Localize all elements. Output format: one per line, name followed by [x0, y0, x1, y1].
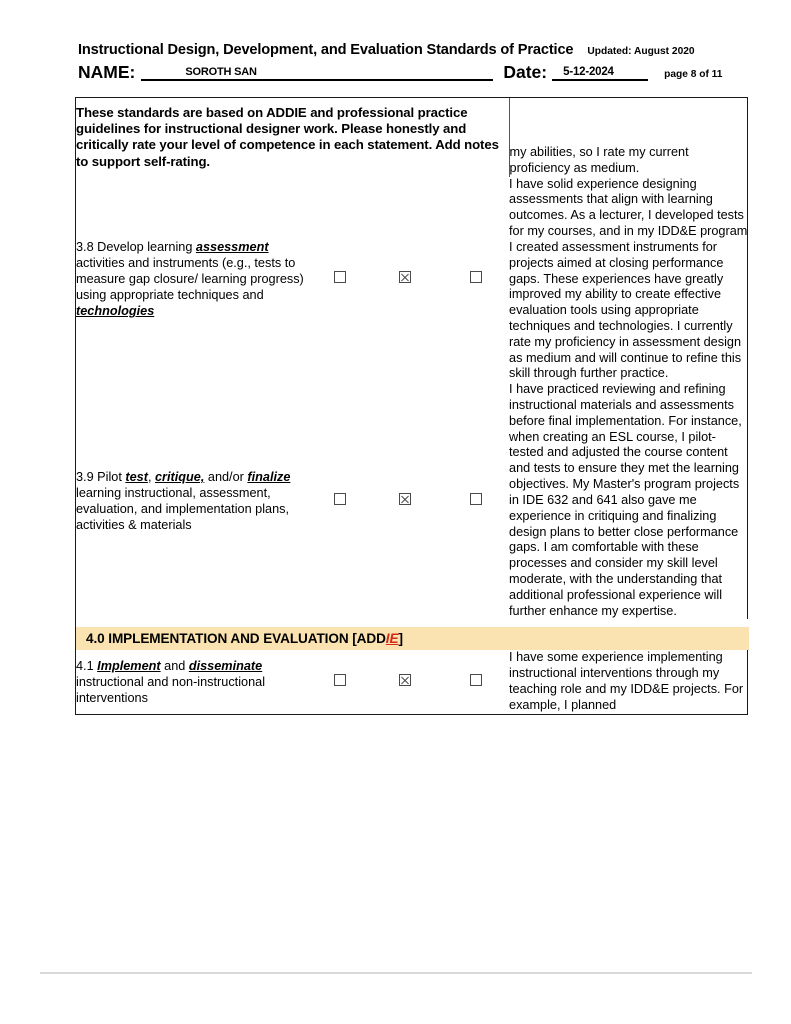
- date-label: Date:: [503, 61, 548, 82]
- checkbox-low-3-9[interactable]: [334, 493, 346, 505]
- date-field[interactable]: [552, 60, 648, 81]
- standards-table: [76, 98, 749, 714]
- notes-cell-4-1[interactable]: I have some experience implementing instructional interventions through my teaching role and my IDD&E projects. For example, I planned: [509, 650, 744, 712]
- table-row: [76, 382, 749, 619]
- spacer-cell: [76, 619, 749, 627]
- checkbox-cell-low-3-9[interactable]: [312, 382, 368, 619]
- checkbox-low-4-1[interactable]: [334, 674, 346, 686]
- emphasis-implement: Implement: [97, 659, 161, 673]
- checkbox-high-3-8[interactable]: [470, 271, 482, 283]
- continuation-note-cell: [509, 98, 749, 177]
- notes-cell-3-8[interactable]: I have solid experience designing assessments that align with learning outcomes. As a lecturer, I developed tests for my courses, and in my IDD&E program I created assessment instruments for projects aimed at closing performance gaps. These experiences have greatly improved my ability to create effective evaluation tools using appropriate techniques and technologies. I currently rate my proficiency in assessment design as medium and will continue to refine this skill through further practice.: [509, 176, 748, 381]
- checkbox-medium-4-1[interactable]: [399, 674, 411, 686]
- name-label: NAME:: [78, 61, 136, 82]
- name-value: SOROTH SAN: [185, 66, 257, 78]
- checkbox-cell-medium-3-9[interactable]: [368, 382, 442, 619]
- page-number: page 8 of 11: [664, 69, 723, 80]
- updated-label: Updated: August 2020: [587, 46, 695, 57]
- section-banner-accent: IE: [385, 631, 399, 647]
- section-banner-bracket: ]: [398, 631, 403, 647]
- section-header-cell: [76, 627, 749, 650]
- checkbox-cell-low-4-1[interactable]: [312, 650, 368, 713]
- section-banner-text: 4.0 IMPLEMENTATION AND EVALUATION [ADD: [86, 631, 386, 647]
- checkbox-medium-3-9[interactable]: [399, 493, 411, 505]
- emphasis-technologies: technologies: [76, 304, 155, 319]
- intro-row: [76, 98, 749, 177]
- statement-text-3-9: 3.9 Pilot test, critique, and/or finalize learning instructional, assessment, evaluation, and implementation plans, activities & materials: [76, 469, 291, 532]
- statement-cell-4-1: [76, 650, 312, 713]
- notes-cell-3-9[interactable]: I have practiced reviewing and refining instructional materials and assessments before final implementation. For instance, when creating an ESL course, I pilot-tested and adjusted the course content and tests to ensure they met the learning objectives. My Master's program projects in IDE 632 and 641 also gave me experience in critiquing and finalizing design plans to better close performance gaps. I am comfortable with these processes and consider my skill level moderate, with the understanding that additional professional experience will further enhance my expertise.: [509, 382, 742, 618]
- statement-cell-3-8: [76, 177, 312, 383]
- header-identity-row: [78, 60, 768, 81]
- table-row: [76, 177, 749, 383]
- section-header-row: [76, 627, 749, 650]
- name-field[interactable]: [141, 60, 493, 81]
- document-header: [78, 42, 768, 81]
- date-value: 5-12-2024: [563, 66, 614, 78]
- checkbox-high-4-1[interactable]: [470, 674, 482, 686]
- statement-text-3-8: 3.8 Develop learning assessment activities and instruments (e.g., tests to measure gap closure/ learning progress) using appropriate techniques and technologies: [76, 240, 304, 319]
- table-row: [76, 650, 749, 713]
- checkbox-cell-low-3-8[interactable]: [312, 177, 368, 383]
- spacer-row: [76, 619, 749, 627]
- emphasis-critique: critique,: [155, 469, 205, 484]
- page-title: Instructional Design, Development, and Evaluation Standards of Practice: [78, 42, 574, 58]
- checkbox-cell-high-3-8[interactable]: [442, 177, 509, 383]
- standards-table-container: [75, 97, 748, 715]
- checkbox-cell-medium-4-1[interactable]: [368, 650, 442, 713]
- checkbox-cell-medium-3-8[interactable]: [368, 177, 442, 383]
- emphasis-finalize: finalize: [247, 469, 291, 484]
- statement-cell-3-9: [76, 382, 312, 619]
- checkbox-low-3-8[interactable]: [334, 271, 346, 283]
- emphasis-assessment: assessment: [195, 240, 269, 255]
- emphasis-disseminate: disseminate: [188, 659, 263, 673]
- checkbox-medium-3-8[interactable]: [399, 271, 411, 283]
- page-bottom-edge: [40, 972, 752, 974]
- statement-text-4-1: 4.1 Implement and disseminate instructional and non-instructional interventions: [76, 659, 266, 705]
- section-banner: [76, 627, 749, 650]
- checkbox-cell-high-4-1[interactable]: [442, 650, 509, 713]
- checkbox-cell-high-3-9[interactable]: [442, 382, 509, 619]
- intro-text: These standards are based on ADDIE and professional practice guidelines for instructional designer work. Please honestly and critically rate your level of competence in each statement. Add notes to support self-rating.: [76, 104, 499, 169]
- continuation-note: my abilities, so I rate my current proficiency as medium.: [509, 145, 689, 175]
- emphasis-test: test: [125, 469, 148, 484]
- header-title-row: [78, 42, 768, 58]
- checkbox-high-3-9[interactable]: [470, 493, 482, 505]
